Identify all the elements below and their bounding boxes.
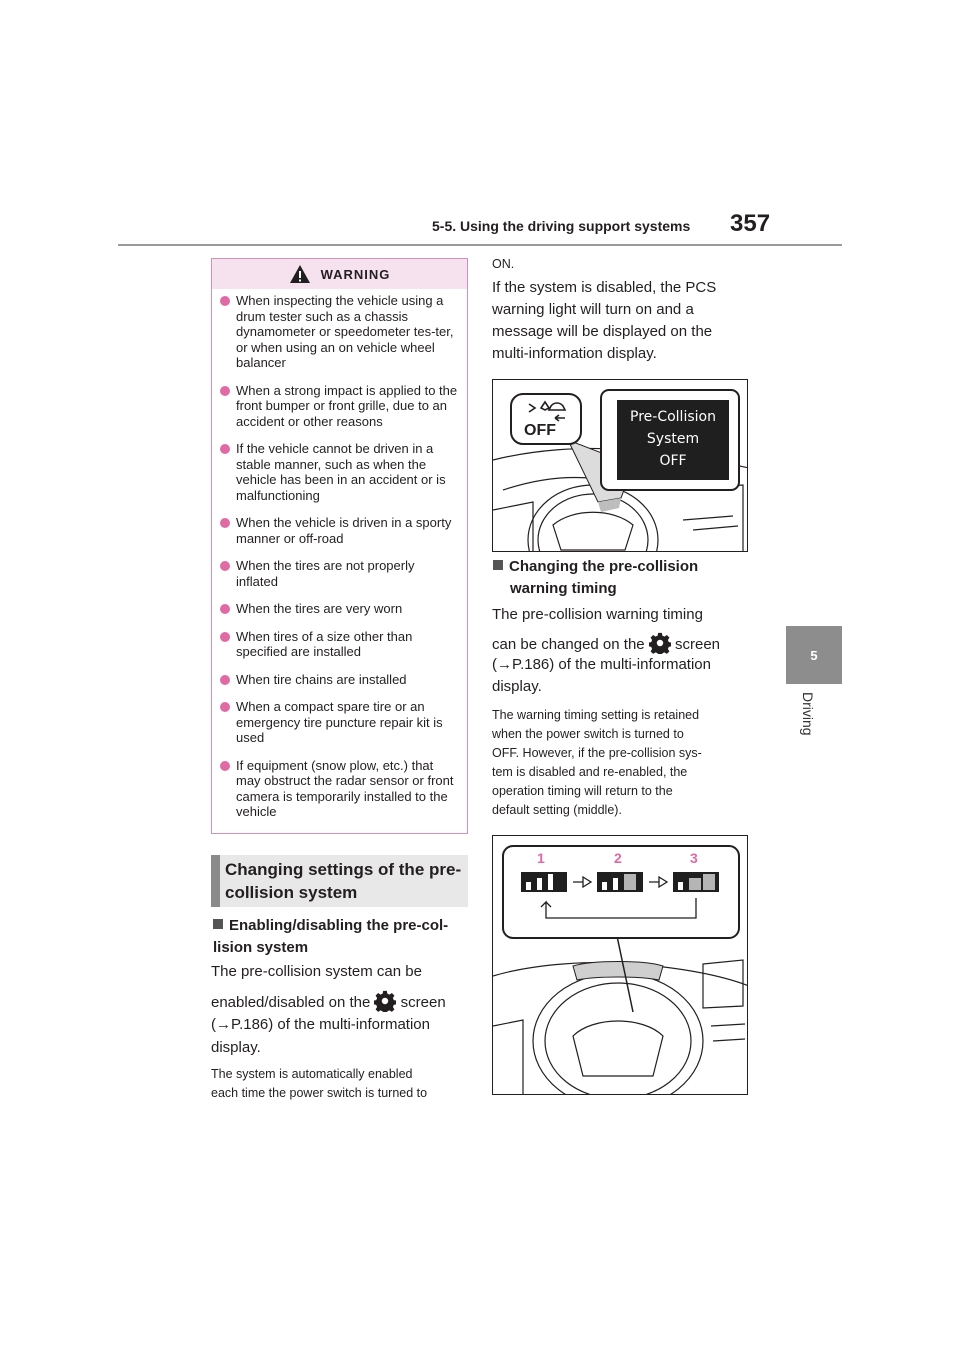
warning-header bbox=[212, 259, 467, 289]
section-heading: Changing settings of the pre-collision system bbox=[225, 860, 462, 902]
gear-icon bbox=[374, 990, 396, 1012]
subheading-timing-line2: warning timing bbox=[510, 580, 617, 597]
list-item: If the vehicle cannot be driven in a stable manner, such as when the vehicle has been in an accident or is malfunctioning bbox=[212, 441, 467, 503]
bullet-icon bbox=[220, 386, 230, 396]
timing-label-3: 3 bbox=[690, 850, 698, 866]
note-line: operation timing will return to the bbox=[492, 784, 673, 798]
section-header bbox=[211, 855, 468, 907]
bullet-icon bbox=[220, 761, 230, 771]
timing-label-1: 1 bbox=[537, 850, 545, 866]
note-line: The system is automatically enabled bbox=[211, 1067, 413, 1081]
bullet-icon bbox=[220, 296, 230, 306]
timing-illustration bbox=[493, 836, 748, 1095]
list-item: If equipment (snow plow, etc.) that may obstruct the radar sensor or front camera is temporarily installed to the vehicle bbox=[212, 758, 467, 820]
paragraph-line: If the system is disabled, the PCS bbox=[492, 279, 717, 296]
note-line: when the power switch is turned to bbox=[492, 727, 684, 741]
pcs-off-indicator: OFF bbox=[524, 422, 556, 439]
bullet-icon bbox=[220, 632, 230, 642]
section-title: 5-5. Using the driving support systems bbox=[432, 218, 691, 234]
paragraph-line: warning light will turn on and a bbox=[492, 301, 694, 318]
note-line: ON. bbox=[492, 257, 515, 271]
bullet-icon bbox=[220, 675, 230, 685]
note-line: tem is disabled and re-enabled, the bbox=[492, 765, 688, 779]
chapter-number: 5 bbox=[810, 647, 818, 663]
warning-triangle-icon bbox=[289, 264, 311, 284]
paragraph-line: multi-information display. bbox=[492, 345, 657, 362]
chapter-tab[interactable] bbox=[786, 626, 842, 684]
paragraph-line: The pre-collision warning timing bbox=[492, 606, 703, 623]
paragraph-line: message will be displayed on the bbox=[492, 323, 713, 340]
subheading-timing: Changing the pre-collision bbox=[493, 556, 698, 578]
bullet-icon bbox=[220, 702, 230, 712]
paragraph-line: enabled/disabled on the screen bbox=[211, 990, 446, 1014]
list-item: When the tires are very worn bbox=[212, 601, 467, 617]
chapter-label: Driving bbox=[800, 692, 816, 736]
list-item: When tires of a size other than specified are installed bbox=[212, 629, 467, 660]
header-rule bbox=[118, 244, 842, 246]
note-line: The warning timing setting is retained bbox=[492, 708, 700, 722]
note-line: default setting (middle). bbox=[492, 803, 622, 817]
subheading-enable: Enabling/disabling the pre-col-lision system bbox=[213, 917, 449, 956]
paragraph-line: display. bbox=[492, 678, 542, 695]
page-number: 357 bbox=[730, 210, 771, 237]
gear-icon bbox=[649, 632, 671, 654]
bullet-icon bbox=[220, 518, 230, 528]
list-item: When the vehicle is driven in a sporty manner or off-road bbox=[212, 515, 467, 546]
mid-display: Pre-Collision System OFF bbox=[630, 409, 716, 469]
paragraph-line: (→P.186) of the multi-information bbox=[492, 656, 711, 673]
paragraph-line: The pre-collision system can be bbox=[211, 963, 422, 980]
warning-list bbox=[212, 293, 467, 832]
paragraph-line: display. bbox=[211, 1039, 261, 1056]
list-item: When a compact spare tire or an emergency tire puncture repair kit is used bbox=[212, 699, 467, 746]
paragraph-line: can be changed on the screen bbox=[492, 632, 720, 656]
figure-pcs-off bbox=[492, 379, 748, 552]
figure-warning-timing bbox=[492, 835, 748, 1095]
warning-title: WARNING bbox=[320, 266, 391, 282]
note-line: OFF. However, if the pre-collision sys- bbox=[492, 746, 702, 760]
bullet-icon bbox=[220, 444, 230, 454]
list-item: When the tires are not properly inflated bbox=[212, 558, 467, 589]
list-item: When inspecting the vehicle using a drum tester such as a chassis dynamometer or speedometer tes-ter, or when using an on vehicle wheel balancer bbox=[212, 293, 467, 371]
note-line: each time the power switch is turned to bbox=[211, 1086, 428, 1100]
warning-box bbox=[211, 258, 468, 834]
timing-label-2: 2 bbox=[614, 850, 622, 866]
section-bar bbox=[211, 855, 220, 907]
paragraph-line: (→P.186) of the multi-information bbox=[211, 1016, 430, 1033]
bullet-icon bbox=[220, 604, 230, 614]
square-bullet-icon bbox=[493, 560, 503, 570]
square-bullet-icon bbox=[213, 919, 223, 929]
list-item: When a strong impact is applied to the front bumper or front grille, due to an accident or other reasons bbox=[212, 383, 467, 430]
bullet-icon bbox=[220, 561, 230, 571]
list-item: When tire chains are installed bbox=[212, 672, 467, 688]
